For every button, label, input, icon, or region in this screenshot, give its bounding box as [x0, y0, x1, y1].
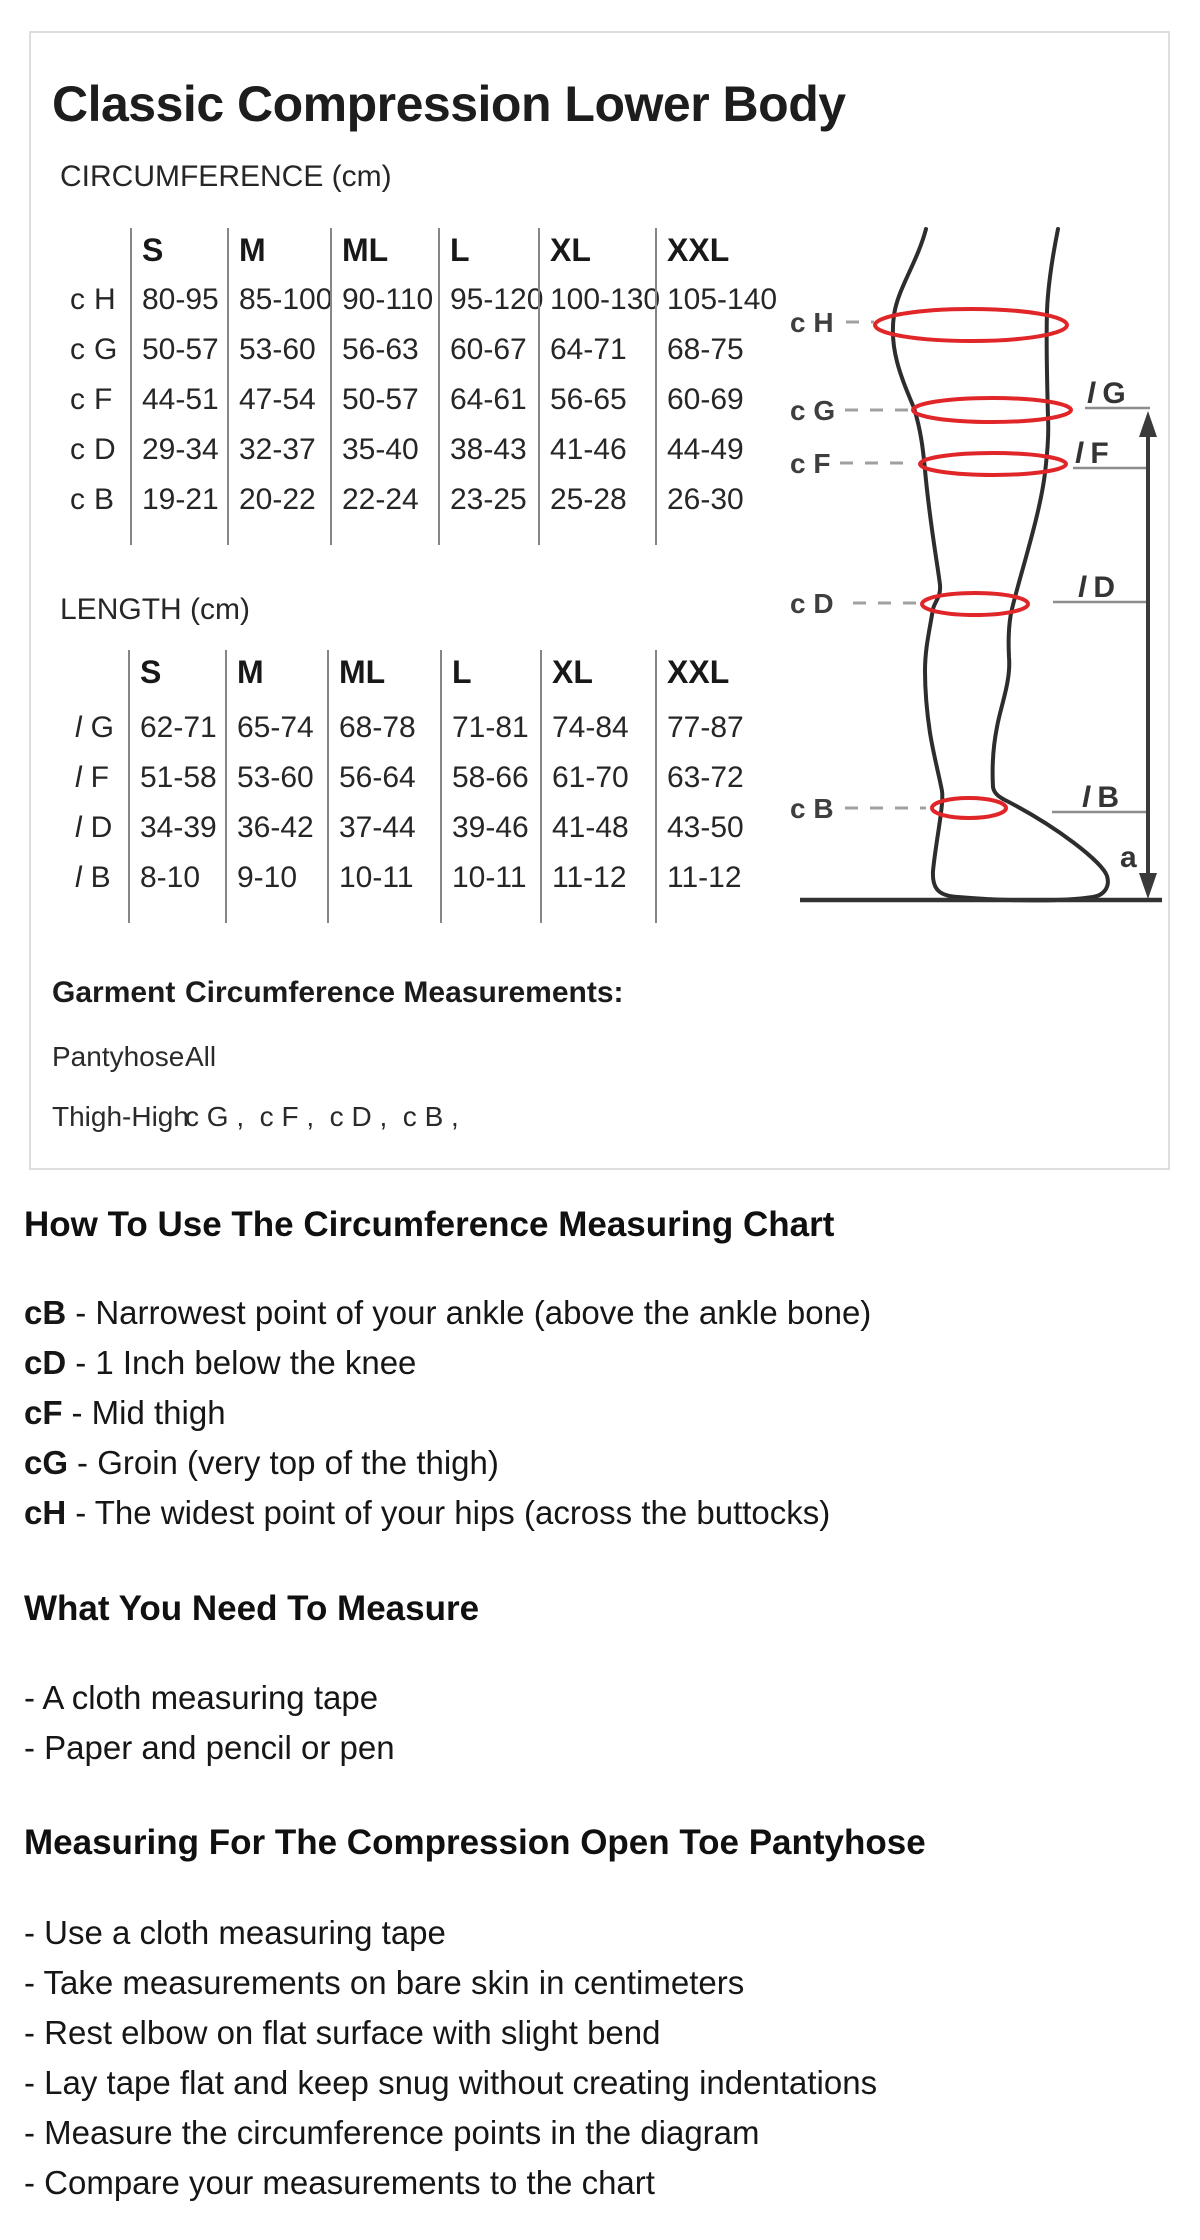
row-label: l G	[75, 711, 115, 744]
size-header: ML	[327, 650, 440, 703]
page-title: Classic Compression Lower Body	[52, 76, 846, 132]
table-cell: 95-120	[438, 275, 538, 325]
need-heading: What You Need To Measure	[24, 1589, 480, 1628]
row-label: l D	[75, 811, 113, 844]
diagram-label-lB: l B	[1082, 781, 1120, 814]
size-header: XXL	[655, 228, 790, 275]
table-cell: 85-100	[227, 275, 330, 325]
definition-line: cF - Mid thigh	[24, 1394, 226, 1431]
table-cell: 22-24	[330, 475, 438, 525]
need-list	[24, 1673, 395, 1773]
size-header: S	[128, 650, 225, 703]
how-to-list	[24, 1288, 871, 1538]
table-cell: 38-43	[438, 425, 538, 475]
table-cell: 64-61	[438, 375, 538, 425]
table-cell: 50-57	[130, 325, 227, 375]
table-cell: 60-67	[438, 325, 538, 375]
table-cell: 26-30	[655, 475, 790, 525]
garment-measurements: All	[185, 1041, 217, 1072]
table-cell: 11-12	[655, 853, 790, 903]
size-header: ML	[330, 228, 438, 275]
circumference-section-label: CIRCUMFERENCE (cm)	[60, 160, 392, 193]
diagram-label-lG: l G	[1087, 377, 1126, 410]
table-cell: 34-39	[128, 803, 225, 853]
list-item: - Lay tape flat and keep snug without creating indentations	[24, 2064, 878, 2101]
table-cell: 56-64	[327, 753, 440, 803]
table-cell: 32-37	[227, 425, 330, 475]
diagram-label-lF: l F	[1075, 437, 1109, 470]
row-label: c B	[70, 483, 115, 516]
definition-line: cG - Groin (very top of the thigh)	[24, 1444, 499, 1481]
table-cell: 100-130	[538, 275, 655, 325]
table-cell: 56-65	[538, 375, 655, 425]
table-cell: 11-12	[540, 853, 655, 903]
size-header: M	[225, 650, 327, 703]
garment-name: Pantyhose	[52, 1041, 185, 1072]
table-cell: 35-40	[330, 425, 438, 475]
list-item: - Rest elbow on flat surface with slight bend	[24, 2014, 661, 2051]
table-cell: 68-75	[655, 325, 790, 375]
corner-cell	[65, 650, 128, 703]
table-cell: 63-72	[655, 753, 790, 803]
table-cell: 44-51	[130, 375, 227, 425]
table-cell: 105-140	[655, 275, 790, 325]
table-cell: 36-42	[225, 803, 327, 853]
row-label: c G	[70, 333, 118, 366]
table-cell: 56-63	[330, 325, 438, 375]
list-item: - Compare your measurements to the chart	[24, 2164, 655, 2201]
row-label: c F	[70, 383, 113, 416]
table-cell: 51-58	[128, 753, 225, 803]
table-cell: 41-46	[538, 425, 655, 475]
size-header: L	[440, 650, 540, 703]
list-item: - Paper and pencil or pen	[24, 1729, 395, 1766]
corner-cell	[65, 228, 130, 275]
table-cell: 77-87	[655, 703, 790, 753]
diagram-label-lD: l D	[1078, 571, 1116, 604]
table-cell: 47-54	[227, 375, 330, 425]
table-cell: 50-57	[330, 375, 438, 425]
table-cell: 19-21	[130, 475, 227, 525]
table-cell: 43-50	[655, 803, 790, 853]
table-cell: 60-69	[655, 375, 790, 425]
garment-measurements: c G , c F , c D , c B ,	[185, 1101, 459, 1132]
list-item: - Measure the circumference points in the diagram	[24, 2114, 760, 2151]
diagram-label-a: a	[1120, 841, 1137, 874]
row-label: c H	[70, 283, 116, 316]
table-cell: 10-11	[327, 853, 440, 903]
table-cell: 20-22	[227, 475, 330, 525]
list-item: - Use a cloth measuring tape	[24, 1914, 446, 1951]
size-header: L	[438, 228, 538, 275]
height-arrow-head-up	[1139, 411, 1157, 437]
size-header: S	[130, 228, 227, 275]
table-cell: 8-10	[128, 853, 225, 903]
measuring-heading: Measuring For The Compression Open Toe Pantyhose	[24, 1823, 926, 1862]
table-cell: 10-11	[440, 853, 540, 903]
table-cell: 71-81	[440, 703, 540, 753]
leg-measurement-diagram	[790, 225, 1180, 915]
table-cell: 25-28	[538, 475, 655, 525]
list-item: - A cloth measuring tape	[24, 1679, 379, 1716]
size-header: M	[227, 228, 330, 275]
garment-name: Thigh-High	[52, 1101, 189, 1132]
definition-line: cD - 1 Inch below the knee	[24, 1344, 417, 1381]
table-cell: 29-34	[130, 425, 227, 475]
circumference-ellipse-cH	[875, 309, 1067, 341]
garment-column-header: Garment	[52, 976, 176, 1009]
size-header: XXL	[655, 650, 790, 703]
circumference-table	[65, 228, 790, 545]
diagram-label-cF: c F	[790, 448, 831, 479]
measurements-column-header: Circumference Measurements:	[185, 976, 624, 1009]
diagram-label-cH: c H	[790, 307, 834, 338]
definition-line: cB - Narrowest point of your ankle (above the ankle bone)	[24, 1294, 872, 1331]
table-cell: 37-44	[327, 803, 440, 853]
row-label: c D	[70, 433, 116, 466]
table-cell: 64-71	[538, 325, 655, 375]
definition-line: cH - The widest point of your hips (across the buttocks)	[24, 1494, 831, 1531]
size-header: XL	[540, 650, 655, 703]
table-cell: 53-60	[227, 325, 330, 375]
height-arrow-head-down	[1139, 873, 1157, 899]
table-cell: 74-84	[540, 703, 655, 753]
table-cell: 90-110	[330, 275, 438, 325]
table-cell: 68-78	[327, 703, 440, 753]
table-cell: 58-66	[440, 753, 540, 803]
table-cell: 62-71	[128, 703, 225, 753]
length-table	[65, 650, 790, 923]
row-label: l F	[75, 761, 109, 794]
table-cell: 61-70	[540, 753, 655, 803]
measuring-list	[24, 1908, 877, 2208]
table-cell: 44-49	[655, 425, 790, 475]
table-cell: 39-46	[440, 803, 540, 853]
how-to-heading: How To Use The Circumference Measuring Chart	[24, 1205, 835, 1244]
diagram-label-cB: c B	[790, 793, 834, 824]
row-label: l B	[75, 861, 111, 894]
table-cell: 80-95	[130, 275, 227, 325]
table-cell: 23-25	[438, 475, 538, 525]
table-cell: 9-10	[225, 853, 327, 903]
table-cell: 65-74	[225, 703, 327, 753]
diagram-label-cG: c G	[790, 395, 836, 426]
length-section-label: LENGTH (cm)	[60, 593, 250, 626]
size-header: XL	[538, 228, 655, 275]
list-item: - Take measurements on bare skin in centimeters	[24, 1964, 745, 2001]
table-cell: 41-48	[540, 803, 655, 853]
table-cell: 53-60	[225, 753, 327, 803]
diagram-label-cD: c D	[790, 588, 834, 619]
